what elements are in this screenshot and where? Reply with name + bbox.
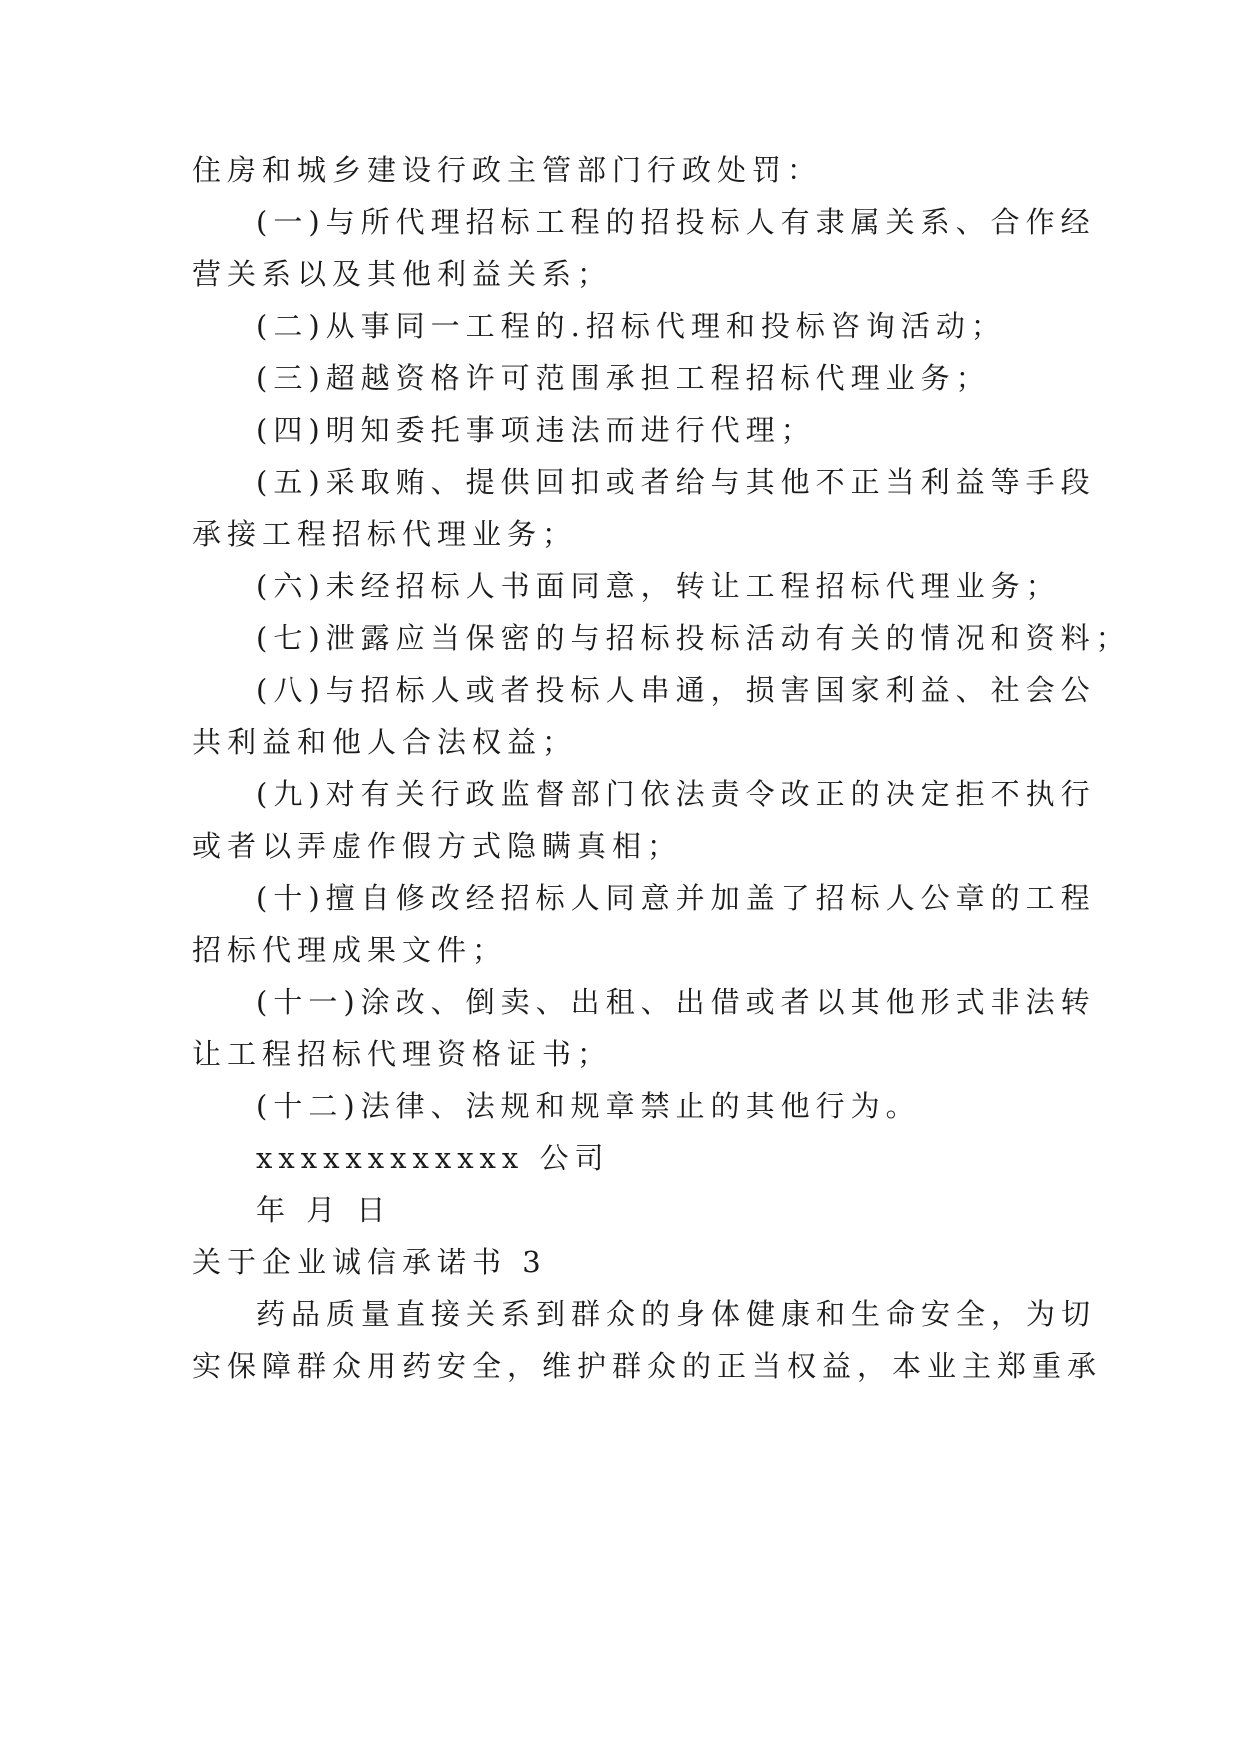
list-item-11-line: (十一)涂改、倒卖、出租、出借或者以其他形式非法转 — [256, 985, 1096, 1019]
paragraph-line: 住房和城乡建设行政主管部门行政处罚： — [192, 153, 823, 187]
list-item-1-continuation: 营关系以及其他利益关系； — [192, 257, 613, 291]
list-item-9-continuation: 或者以弄虚作假方式隐瞒真相； — [192, 829, 683, 863]
body-paragraph-continuation: 实保障群众用药安全，维护群众的正当权益，本业主郑重承 — [192, 1349, 1103, 1383]
list-item-2-line: (二)从事同一工程的.招标代理和投标咨询活动； — [256, 309, 1006, 343]
list-item-5-line: (五)采取贿、提供回扣或者给与其他不正当利益等手段 — [256, 465, 1096, 499]
list-item-5-continuation: 承接工程招标代理业务； — [192, 517, 578, 551]
list-item-6-line: (六)未经招标人书面同意，转让工程招标代理业务； — [256, 569, 1061, 603]
list-item-8-line: (八)与招标人或者投标人串通，损害国家利益、社会公 — [256, 673, 1096, 707]
list-item-4-line: (四)明知委托事项违法而进行代理； — [256, 413, 816, 447]
list-item-10-line: (十)擅自修改经招标人同意并加盖了招标人公章的工程 — [256, 881, 1096, 915]
body-paragraph-line: 药品质量直接关系到群众的身体健康和生命安全，为切 — [256, 1297, 1097, 1331]
list-item-7-line: (七)泄露应当保密的与招标投标活动有关的情况和资料； — [256, 621, 1131, 655]
company-name: xxxxxxxxxxxx 公司 — [256, 1141, 610, 1175]
date-line: 年 月 日 — [256, 1193, 392, 1227]
list-item-9-line: (九)对有关行政监督部门依法责令改正的决定拒不执行 — [256, 777, 1096, 811]
list-item-10-continuation: 招标代理成果文件； — [192, 933, 508, 967]
list-item-12-line: (十二)法律、法规和规章禁止的其他行为。 — [256, 1089, 921, 1123]
list-item-8-continuation: 共利益和他人合法权益； — [192, 725, 578, 759]
section-heading: 关于企业诚信承诺书 3 — [192, 1245, 547, 1279]
list-item-3-line: (三)超越资格许可范围承担工程招标代理业务； — [256, 361, 991, 395]
list-item-1-line: (一)与所代理招标工程的招投标人有隶属关系、合作经 — [256, 205, 1096, 239]
list-item-11-continuation: 让工程招标代理资格证书； — [192, 1037, 613, 1071]
